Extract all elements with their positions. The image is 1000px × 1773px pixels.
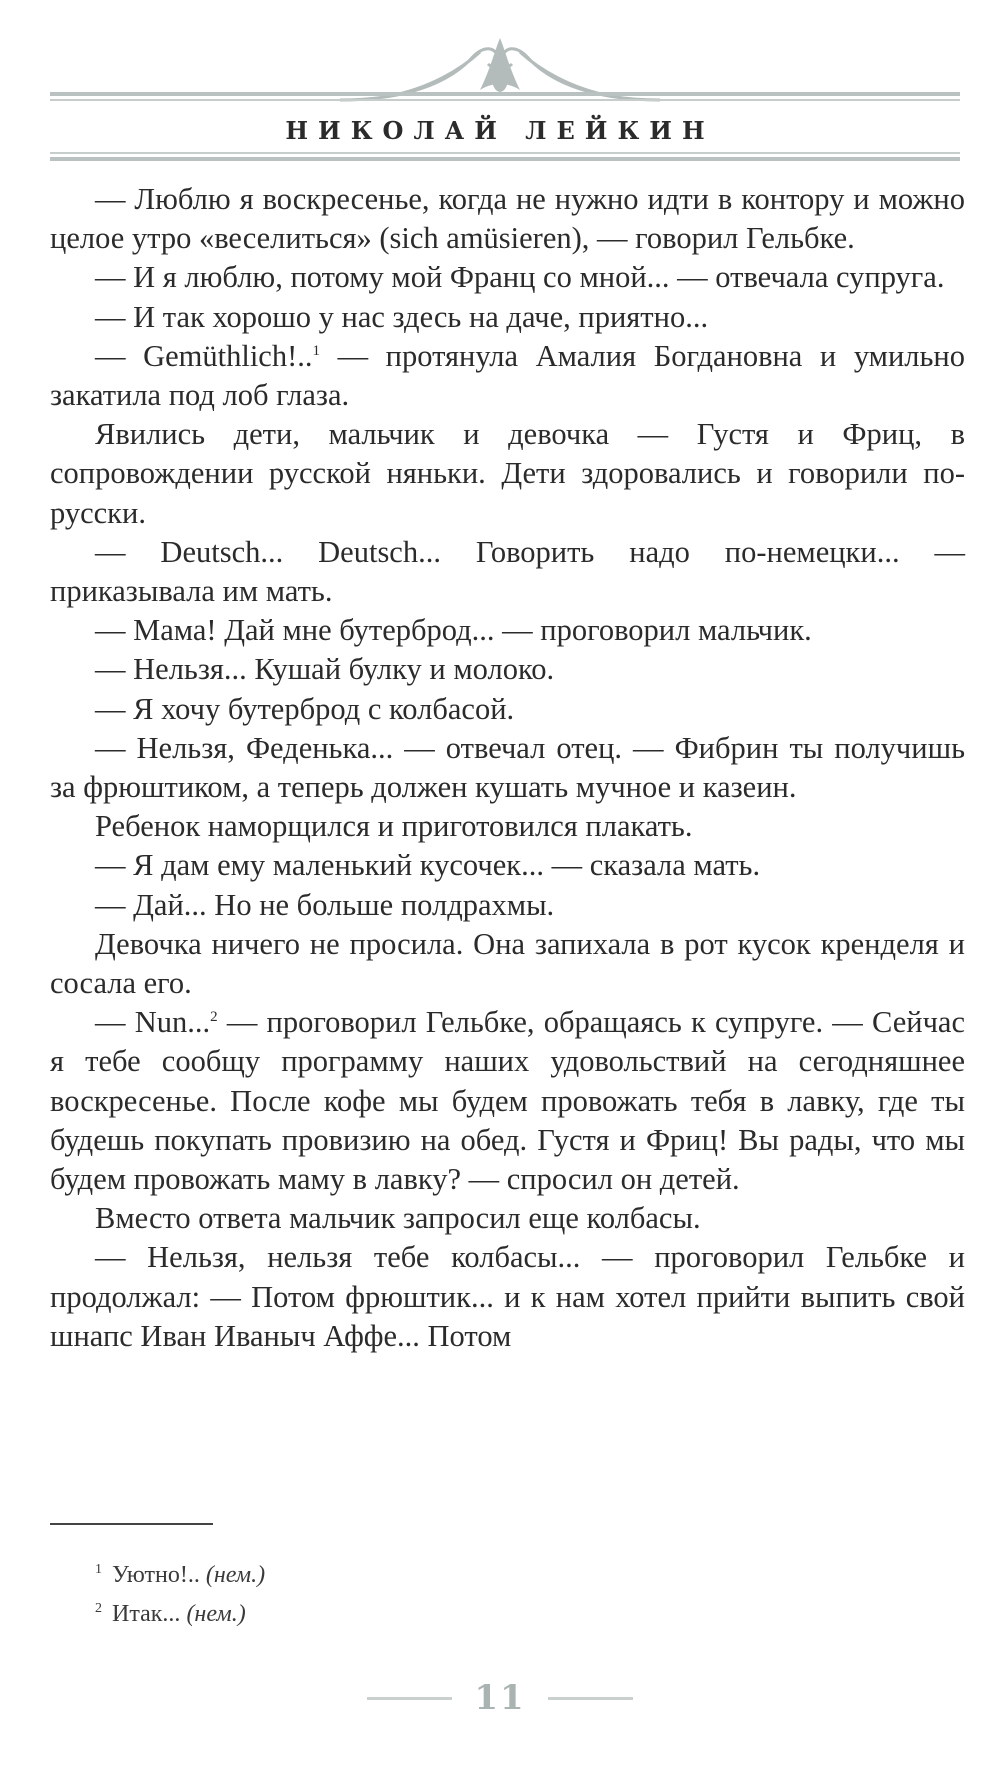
paragraph: — Мама! Дай мне бутерброд... — проговорил мальчик.	[95, 613, 812, 648]
footnote-ref: 2	[210, 1009, 218, 1026]
running-head-author: НИКОЛАЙ ЛЕЙКИН	[285, 116, 715, 145]
paragraph: — Deutsch... Deutsch... Говорить надо по-немецки... — приказывала им мать.	[50, 534, 965, 609]
footnote-divider	[50, 1523, 213, 1525]
paragraph: — Нельзя... Кушай булку и молоко.	[95, 652, 555, 687]
paragraph-text: — протянула Амалия Богдановна и умильно закатила под лоб глаза.	[50, 338, 966, 413]
paragraph: — Я хочу бутерброд с колбасой.	[95, 691, 515, 726]
footnote	[95, 1592, 265, 1631]
footer-ornament-line	[548, 1697, 633, 1700]
footnote-number: 2	[95, 1601, 102, 1616]
footnote-ref: 1	[312, 342, 320, 359]
footnote-number: 1	[95, 1562, 102, 1577]
paragraph: Ребенок наморщился и приготовился плакать.	[95, 809, 693, 844]
body-text	[50, 180, 965, 1356]
paragraph	[50, 1003, 965, 1199]
page-number: 11	[474, 1678, 526, 1718]
paragraph: — Нельзя, Феденька... — отвечал отец. — Фибрин ты получишь за фрюштиком, а теперь должен кушать мучное и казеин.	[50, 730, 965, 805]
paragraph-text: — Nun...	[95, 1005, 211, 1040]
paragraph-text: — Gemüthlich!..	[95, 338, 313, 373]
paragraph: — И я люблю, потому мой Франц со мной... — отвечала супруга.	[95, 260, 945, 295]
footnote-lang: (нем.)	[205, 1562, 266, 1588]
paragraph: — И так хорошо у нас здесь на даче, приятно...	[95, 299, 709, 334]
paragraph-text: — проговорил Гельбке, обращаясь к супруге. — Сейчас я тебе сообщу программу наших удовольствий на сегодняшнее воскресенье. После кофе мы будем провожать тебя в лавку, где ты будешь покупать провизию на обед. Густя и Фриц! Вы рады, что мы будем провожать маму в лавку? — спросил он детей.	[50, 1005, 966, 1197]
paragraph: — Нельзя, нельзя тебе колбасы... — проговорил Гельбке и продолжал: — Потом фрюштик... и к нам хотел прийти выпить свой шнапс Иван Иваныч Аффе... Потом	[50, 1240, 965, 1353]
footnotes	[95, 1553, 265, 1631]
paragraph: — Люблю я воскресенье, когда не нужно идти в контору и можно целое утро «веселиться» (sich amüsieren), — говорил Гельбке.	[50, 182, 965, 256]
header-rule-bottom	[50, 152, 960, 164]
header-rule-top	[50, 92, 960, 104]
footnote-lang: (нем.)	[186, 1601, 246, 1627]
paragraph: Вместо ответа мальчик запросил еще колбасы.	[95, 1201, 701, 1236]
footnote-text: Итак...	[112, 1601, 181, 1627]
footer-ornament-line	[367, 1697, 452, 1700]
paragraph: Девочка ничего не просила. Она запихала в рот кусок кренделя и сосала его.	[50, 926, 965, 1001]
paragraph: — Я дам ему маленький кусочек... — сказала мать.	[95, 848, 761, 883]
paragraph	[50, 337, 965, 415]
paragraph: — Дай... Но не больше полдрахмы.	[95, 887, 555, 922]
footnote-text: Уютно!..	[112, 1562, 200, 1588]
page-footer	[360, 1678, 640, 1718]
paragraph: Явились дети, мальчик и девочка — Густя и Фриц, в сопровождении русской няньки. Дети здоровались и говорили по-русски.	[50, 417, 965, 530]
footnote	[95, 1553, 265, 1592]
